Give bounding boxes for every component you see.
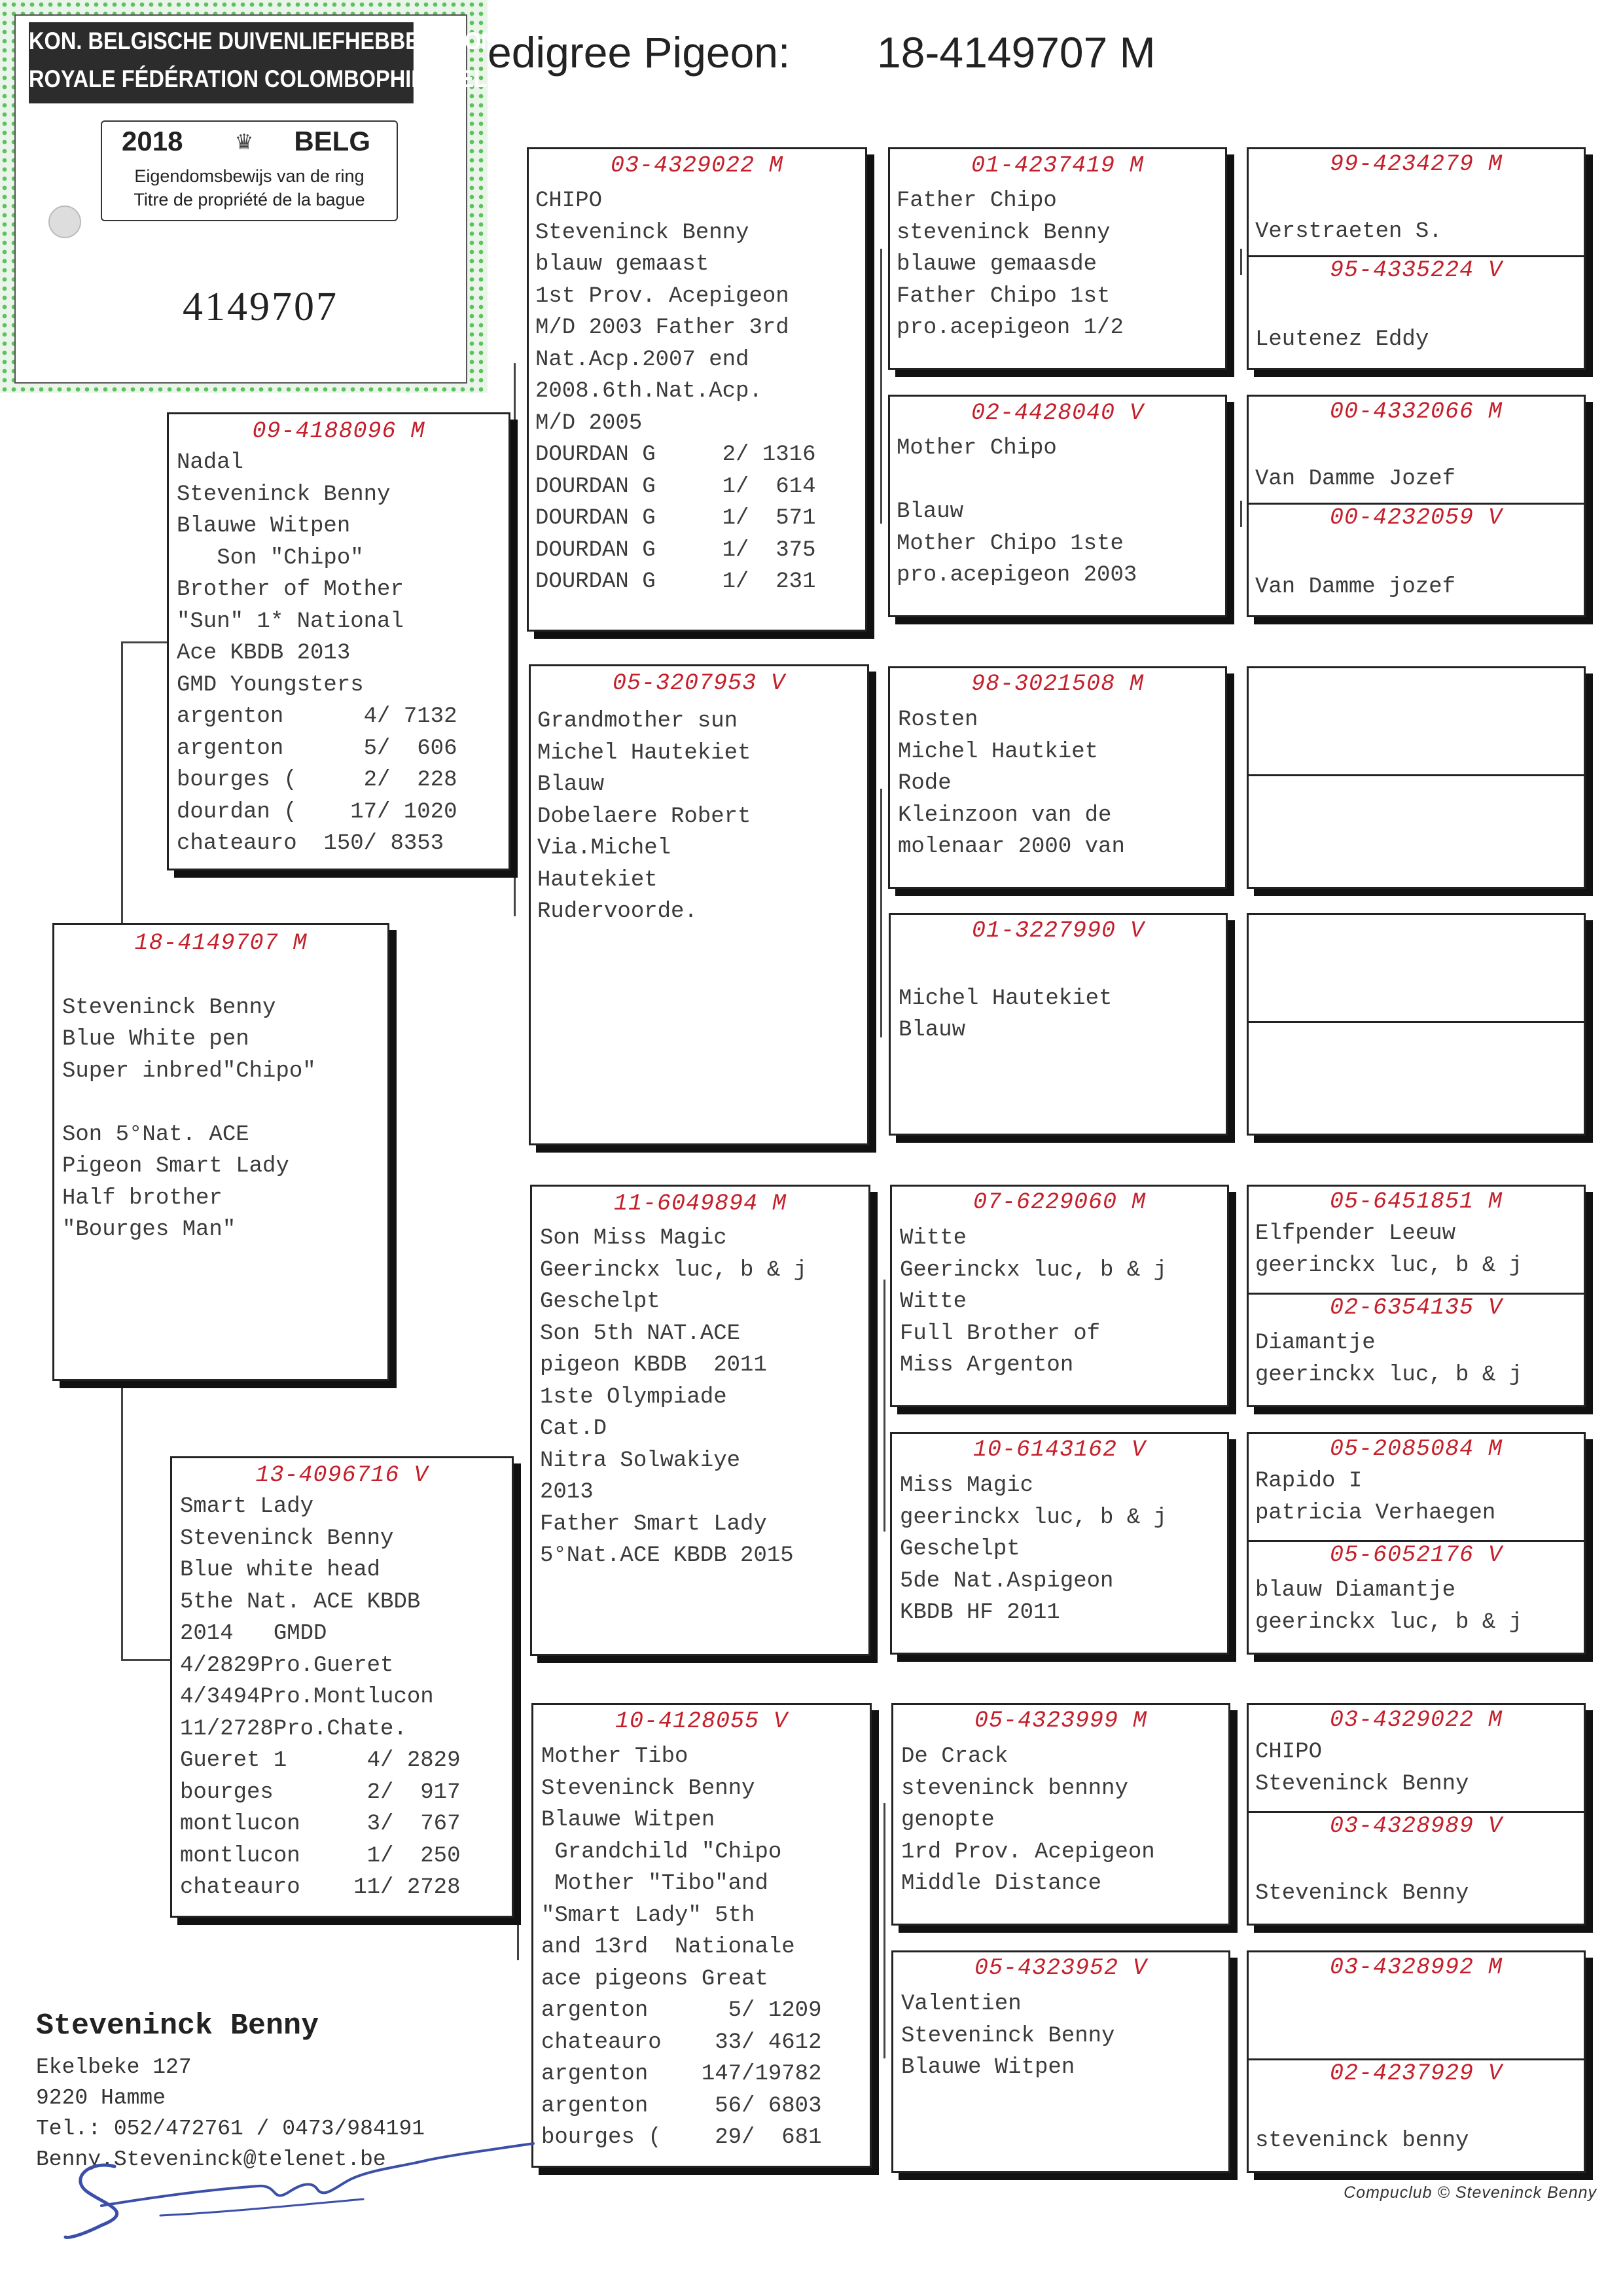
ring-card	[0, 0, 518, 393]
pigeon-card-sds	[888, 666, 1227, 889]
owner-street: Ekelbeke 127	[36, 2055, 192, 2079]
pigeon-notes: blauw Diamantje geerinckx luc, b & j	[1255, 1578, 1523, 1635]
pigeon-card-sire	[167, 412, 510, 870]
ring-id: 03-4329022 M	[610, 152, 784, 179]
ring-id: 01-4237419 M	[971, 152, 1145, 179]
pigeon-card-gg8	[1247, 1950, 1586, 2173]
pigeon-notes: Son Miss Magic Geerinckx luc, b & j Geschelpt Son 5th NAT.ACE pigeon KBDB 2011 1ste Olympiade Cat.D Nitra Solwakiye 2013 Father Smart Lady 5°Nat.ACE KBDB 2015	[540, 1226, 808, 1568]
ring-id: 05-6052176 V	[1329, 1542, 1503, 1568]
connector	[517, 1551, 519, 1960]
federation-line-2: ROYALE FÉDÉRATION COLOMBOPHILE BELGE	[29, 65, 518, 92]
ring-id: 05-2085084 M	[1329, 1436, 1503, 1462]
ring-id: 95-4335224 V	[1329, 257, 1503, 283]
card-divider	[1249, 1021, 1584, 1023]
ring-id: 00-4332066 M	[1329, 399, 1503, 425]
pigeon-notes: Mother Chipo Blauw Mother Chipo 1ste pro.acepigeon 2003	[897, 436, 1137, 588]
ring-id: 01-3227990 V	[971, 918, 1145, 944]
ring-year-panel	[101, 120, 398, 221]
pigeon-notes: Steveninck Benny Blue White pen Super inbred"Chipo" Son 5°Nat. ACE Pigeon Smart Lady Half brother "Bourges Man"	[62, 995, 316, 1242]
ring-id: 10-4128055 V	[615, 1708, 789, 1734]
pigeon-notes: Elfpender Leeuw geerinckx luc, b & j	[1255, 1221, 1523, 1278]
connector	[1240, 501, 1242, 527]
ring-year: 2018	[122, 126, 183, 156]
pigeon-card-sdd	[889, 913, 1228, 1136]
pigeon-notes: Leutenez Eddy	[1255, 327, 1429, 352]
punch-hole-icon	[48, 206, 81, 238]
ring-id: 05-4323999 M	[974, 1708, 1148, 1734]
pigeon-notes: De Crack steveninck bennny genopte 1rd Prov. Acepigeon Middle Distance	[901, 1744, 1155, 1896]
pigeon-card-dd	[531, 1703, 872, 2168]
pigeon-card-dss	[890, 1185, 1229, 1407]
connector	[121, 641, 167, 643]
connector	[880, 249, 882, 524]
pigeon-notes: Grandmother sun Michel Hautekiet Blauw Dobelaere Robert Via.Michel Hautekiet Rudervoorde.	[537, 709, 751, 924]
pigeon-notes: Michel Hautekiet Blauw	[899, 986, 1113, 1043]
footer-credit: Compuclub © Steveninck Benny	[1344, 2183, 1597, 2202]
ring-id: 02-6354135 V	[1329, 1295, 1503, 1321]
pigeon-notes: Verstraeten S.	[1255, 219, 1442, 244]
ring-id: 11-6049894 M	[613, 1191, 787, 1217]
pigeon-card-ss	[527, 147, 867, 632]
pigeon-card-gg6	[1247, 1432, 1586, 1655]
owner-name: Steveninck Benny	[36, 2009, 319, 2043]
pigeon-card-gg7	[1247, 1703, 1586, 1926]
connector	[883, 1280, 885, 1532]
ring-id: 99-4234279 M	[1329, 151, 1503, 177]
page-title-ring: 18-4149707 M	[877, 28, 1156, 77]
ring-id: 05-4323952 V	[974, 1955, 1148, 1981]
crown-icon: ♛	[236, 128, 253, 158]
ring-id: 03-4329022 M	[1329, 1707, 1503, 1733]
pigeon-card-gg1	[1247, 147, 1586, 370]
pigeon-notes: Diamantje geerinckx luc, b & j	[1255, 1331, 1523, 1388]
ring-id: 02-4237929 V	[1329, 2060, 1503, 2087]
ring-number: 4149707	[183, 285, 338, 329]
pigeon-card-subject	[52, 923, 389, 1381]
pigeon-notes: Mother Tibo Steveninck Benny Blauwe Witpen Grandchild "Chipo Mother "Tibo"and "Smart Lady" 5th and 13rd Nationale ace pigeons Great argenton 5/ 1209 chateauro 33/ 4612 argenton 147/19782 argenton 56/ 6803 bourges ( 29/ 681	[541, 1744, 822, 2150]
ring-id: 05-3207953 V	[612, 670, 786, 696]
pigeon-notes: Miss Magic geerinckx luc, b & j Geschelpt 5de Nat.Aspigeon KBDB HF 2011	[900, 1473, 1168, 1625]
pigeon-card-gg2	[1247, 395, 1586, 617]
ring-id: 09-4188096 M	[252, 418, 425, 444]
connector	[883, 1803, 885, 2058]
ring-id: 03-4328992 M	[1329, 1954, 1503, 1981]
pigeon-card-ds	[530, 1185, 870, 1656]
connector	[514, 363, 516, 916]
pigeon-card-ddd	[891, 1950, 1230, 2173]
pigeon-card-dsd	[890, 1432, 1229, 1655]
pigeon-card-gg3	[1247, 666, 1586, 889]
owner-email: Benny.Steveninck@telenet.be	[36, 2147, 386, 2172]
ring-id: 00-4232059 V	[1329, 505, 1503, 531]
ring-id: 07-6229060 M	[972, 1189, 1147, 1215]
connector	[880, 789, 882, 1037]
pigeon-card-sss	[888, 147, 1227, 370]
pigeon-notes: CHIPO Steveninck Benny blauw gemaast 1st Prov. Acepigeon M/D 2003 Father 3rd Nat.Acp.2007 end 2008.6th.Nat.Acp. M/D 2005 DOURDAN G 2/ 1316 DOURDAN G 1/ 614 DOURDAN G 1/ 571 DOURDAN G 1/ 375 DOURDAN G 1/ 231	[535, 188, 816, 594]
federation-line-1: KON. BELGISCHE DUIVENLIEFHEBBERSBOND	[29, 27, 512, 54]
owner-city: 9220 Hamme	[36, 2086, 166, 2110]
connector	[121, 1659, 170, 1661]
ring-title-nl: Eigendomsbewijs van de ring	[134, 166, 365, 186]
ring-title-fr: Titre de propriété de la bague	[134, 190, 365, 209]
pigeon-notes: Van Damme jozef	[1255, 574, 1456, 600]
ring-country: BELG	[294, 126, 370, 156]
pigeon-notes: Witte Geerinckx luc, b & j Witte Full Brother of Miss Argenton	[900, 1226, 1168, 1378]
pigeon-notes: Van Damme Jozef	[1255, 466, 1456, 492]
pigeon-notes: Nadal Steveninck Benny Blauwe Witpen Son "Chipo" Brother of Mother "Sun" 1* National Ace KBDB 2013 GMD Youngsters argenton 4/ 7132 argenton 5/ 606 bourges ( 2/ 228 dourdan ( 17/ 1020 chateauro 150/ 8353	[177, 450, 457, 856]
pigeon-notes: Steveninck Benny	[1255, 1880, 1469, 1906]
pigeon-notes: Rapido I patricia Verhaegen	[1255, 1469, 1496, 1526]
pigeon-notes: Rosten Michel Hautkiet Rode Kleinzoon van de molenaar 2000 van	[898, 708, 1125, 859]
federation-banner	[29, 22, 518, 103]
pigeon-card-ssd	[888, 395, 1227, 617]
pigeon-card-gg5	[1247, 1185, 1586, 1407]
ring-id: 05-6451851 M	[1329, 1189, 1503, 1215]
pigeon-notes: steveninck benny	[1255, 2128, 1469, 2153]
connector	[1240, 249, 1242, 275]
ring-id: 18-4149707 M	[134, 930, 308, 956]
ring-id: 10-6143162 V	[972, 1437, 1147, 1463]
page-title: edigree Pigeon:	[488, 28, 791, 77]
pigeon-notes: CHIPO Steveninck Benny	[1255, 1740, 1469, 1797]
pigeon-notes: Valentien Steveninck Benny Blauwe Witpen	[901, 1992, 1115, 2080]
ring-id: 02-4428040 V	[971, 400, 1145, 426]
card-divider	[1249, 774, 1584, 776]
pigeon-card-sd	[529, 664, 869, 1145]
ring-id: 13-4096716 V	[255, 1462, 429, 1488]
owner-phone: Tel.: 052/472761 / 0473/984191	[36, 2117, 425, 2141]
pigeon-card-gg4	[1247, 913, 1586, 1136]
ring-id: 03-4328989 V	[1329, 1813, 1503, 1839]
pigeon-card-dam	[170, 1456, 514, 1918]
pigeon-notes: Father Chipo steveninck Benny blauwe gemaasde Father Chipo 1st pro.acepigeon 1/2	[897, 188, 1124, 340]
signature	[62, 2140, 560, 2251]
pigeon-notes: Smart Lady Steveninck Benny Blue white head 5the Nat. ACE KBDB 2014 GMDD 4/2829Pro.Gueret 4/3494Pro.Montlucon 11/2728Pro.Chate. Gueret 1 4/ 2829 bourges 2/ 917 montlucon 3/ 767 montlucon 1/ 250 chateauro 11/ 2728	[180, 1494, 461, 1900]
ring-card-inner	[14, 14, 518, 384]
pigeon-card-dds	[891, 1703, 1230, 1926]
ring-id: 98-3021508 M	[971, 671, 1145, 697]
